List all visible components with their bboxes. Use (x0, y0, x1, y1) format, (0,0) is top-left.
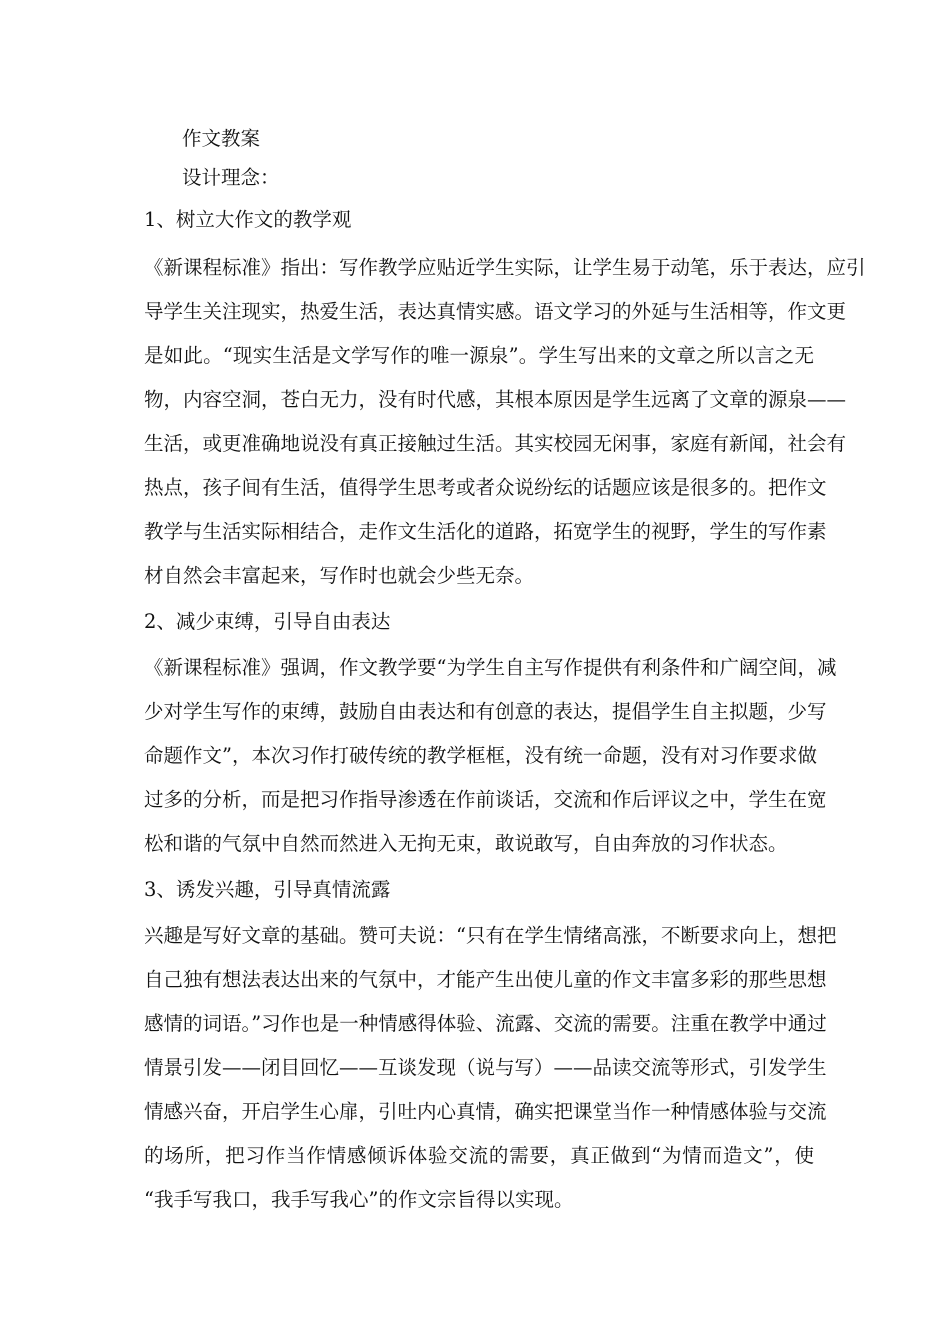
paragraph-line: 命题作文”，本次习作打破传统的教学框框，没有统一命题，没有对习作要求做 (144, 744, 817, 767)
paragraph-line: 物，内容空洞，苍白无力，没有时代感，其根本原因是学生远离了文章的源泉—— (144, 388, 847, 411)
paragraph-line: 是如此。“现实生活是文学写作的唯一源泉”。学生写出来的文章之所以言之无 (144, 344, 814, 367)
paragraph-line: 感情的词语。”习作也是一种情感得体验、流露、交流的需要。注重在教学中通过 (144, 1012, 827, 1035)
paragraph-line: 的场所，把习作当作情感倾诉体验交流的需要，真正做到“为情而造文”，使 (144, 1144, 814, 1167)
paragraph-line: 松和谐的气氛中自然而然进入无拘无束，敢说敢写，自由奔放的习作状态。 (144, 832, 788, 855)
document-title: 作文教案 (182, 127, 261, 150)
document-subtitle: 设计理念： (182, 166, 280, 189)
paragraph-line: 《新课程标准》强调，作文教学要“为学生自主写作提供有利条件和广阔空间，减 (144, 656, 837, 679)
paragraph-line: 情感兴奋，开启学生心扉，引吐内心真情，确实把课堂当作一种情感体验与交流 (144, 1100, 827, 1123)
paragraph-line: 生活，或更准确地说没有真正接触过生活。其实校园无闲事，家庭有新闻，社会有 (144, 432, 847, 455)
paragraph-line: 自己独有想法表达出来的气氛中，才能产生出使儿童的作文丰富多彩的那些思想 (144, 968, 827, 991)
paragraph-line: 热点，孩子间有生活，值得学生思考或者众说纷纭的话题应该是很多的。把作文 (144, 476, 827, 499)
paragraph-line: “我手写我口，我手写我心”的作文宗旨得以实现。 (144, 1188, 574, 1211)
paragraph-line: 《新课程标准》指出：写作教学应贴近学生实际，让学生易于动笔，乐于表达，应引 (144, 256, 866, 279)
paragraph-line: 少对学生写作的束缚，鼓励自由表达和有创意的表达，提倡学生自主拟题，少写 (144, 700, 827, 723)
section-heading: 1、树立大作文的教学观 (144, 208, 352, 231)
paragraph-line: 材自然会丰富起来，写作时也就会少些无奈。 (144, 564, 535, 587)
section-heading: 2、减少束缚，引导自由表达 (144, 610, 391, 633)
paragraph-line: 兴趣是写好文章的基础。赞可夫说：“只有在学生情绪高涨，不断要求向上，想把 (144, 924, 837, 947)
paragraph-line: 情景引发——闭目回忆——互谈发现（说与写）——品读交流等形式，引发学生 (144, 1056, 827, 1079)
paragraph-line: 过多的分析，而是把习作指导渗透在作前谈话，交流和作后评议之中，学生在宽 (144, 788, 827, 811)
paragraph-line: 导学生关注现实，热爱生活，表达真情实感。语文学习的外延与生活相等，作文更 (144, 300, 847, 323)
section-heading: 3、诱发兴趣，引导真情流露 (144, 878, 391, 901)
paragraph-line: 教学与生活实际相结合，走作文生活化的道路，拓宽学生的视野，学生的写作素 (144, 520, 827, 543)
